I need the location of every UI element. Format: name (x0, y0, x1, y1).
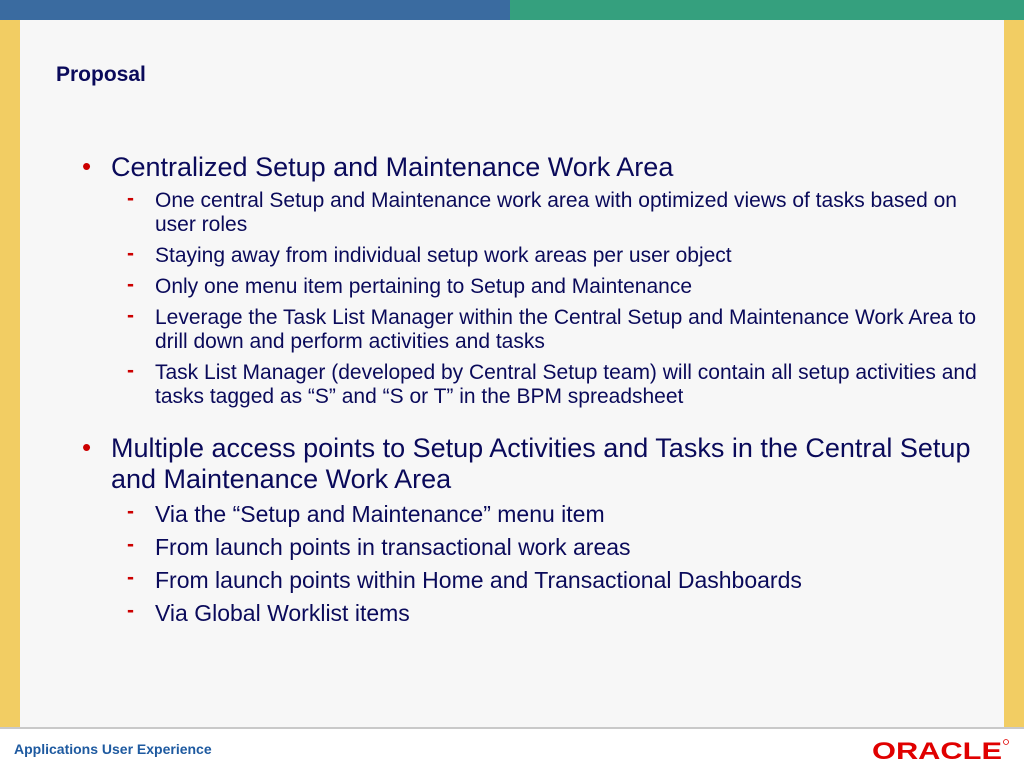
sub-item-text: Leverage the Task List Manager within the Central Setup and Maintenance Work Area to drill down and perform activities and tasks (155, 306, 977, 353)
top-bar-left (0, 0, 510, 20)
footer-label: Applications User Experience (14, 741, 212, 757)
sub-item (82, 275, 994, 299)
sub-item (82, 189, 994, 237)
dash-icon: - (127, 599, 134, 622)
dash-icon: - (127, 566, 134, 589)
registered-mark-icon (1004, 740, 1009, 745)
bullet-icon: • (82, 151, 92, 181)
sub-item (82, 361, 994, 409)
sub-item-text: Only one menu item pertaining to Setup and Maintenance (155, 275, 693, 298)
oracle-logo (872, 738, 1010, 762)
sub-item-text: From launch points within Home and Transactional Dashboards (155, 567, 802, 593)
top-bar-right (510, 0, 1024, 20)
sub-item-text: From launch points in transactional work areas (155, 534, 631, 560)
dash-icon: - (127, 273, 134, 296)
dash-icon: - (127, 242, 134, 265)
sub-item (82, 306, 994, 354)
bullet-text: Centralized Setup and Maintenance Work Area (111, 152, 674, 182)
bullet-text: Multiple access points to Setup Activities and Tasks in the Central Setup and Maintenance Work Area (111, 433, 971, 494)
dash-icon: - (127, 533, 134, 556)
dash-icon: - (127, 187, 134, 210)
dash-icon: - (127, 500, 134, 523)
sub-item (82, 567, 994, 593)
sub-item-text: Staying away from individual setup work areas per user object (155, 244, 732, 267)
sub-item-text: Via Global Worklist items (155, 600, 410, 626)
oracle-logo-text: ORACLE (872, 738, 1002, 762)
sub-item-text: Via the “Setup and Maintenance” menu item (155, 501, 605, 527)
right-side-bar (1004, 20, 1024, 727)
slide-content (82, 152, 994, 633)
bullet-group-2 (82, 433, 994, 626)
sub-item (82, 600, 994, 626)
sub-item (82, 534, 994, 560)
left-side-bar (0, 20, 20, 727)
sub-list (82, 501, 994, 626)
bullet-item (82, 433, 994, 495)
sub-item-text: One central Setup and Maintenance work area with optimized views of tasks based on user roles (155, 189, 957, 236)
bullet-group-1 (82, 152, 994, 409)
bullet-icon: • (82, 432, 92, 462)
bullet-item (82, 152, 994, 183)
dash-icon: - (127, 359, 134, 382)
sub-item-text: Task List Manager (developed by Central Setup team) will contain all setup activities and tasks tagged as “S” and “S or T” in the BPM spreadsheet (155, 361, 977, 408)
slide-title: Proposal (56, 63, 146, 86)
footer-divider (0, 727, 1024, 729)
sub-list (82, 189, 994, 409)
sub-item (82, 244, 994, 268)
sub-item (82, 501, 994, 527)
dash-icon: - (127, 304, 134, 327)
